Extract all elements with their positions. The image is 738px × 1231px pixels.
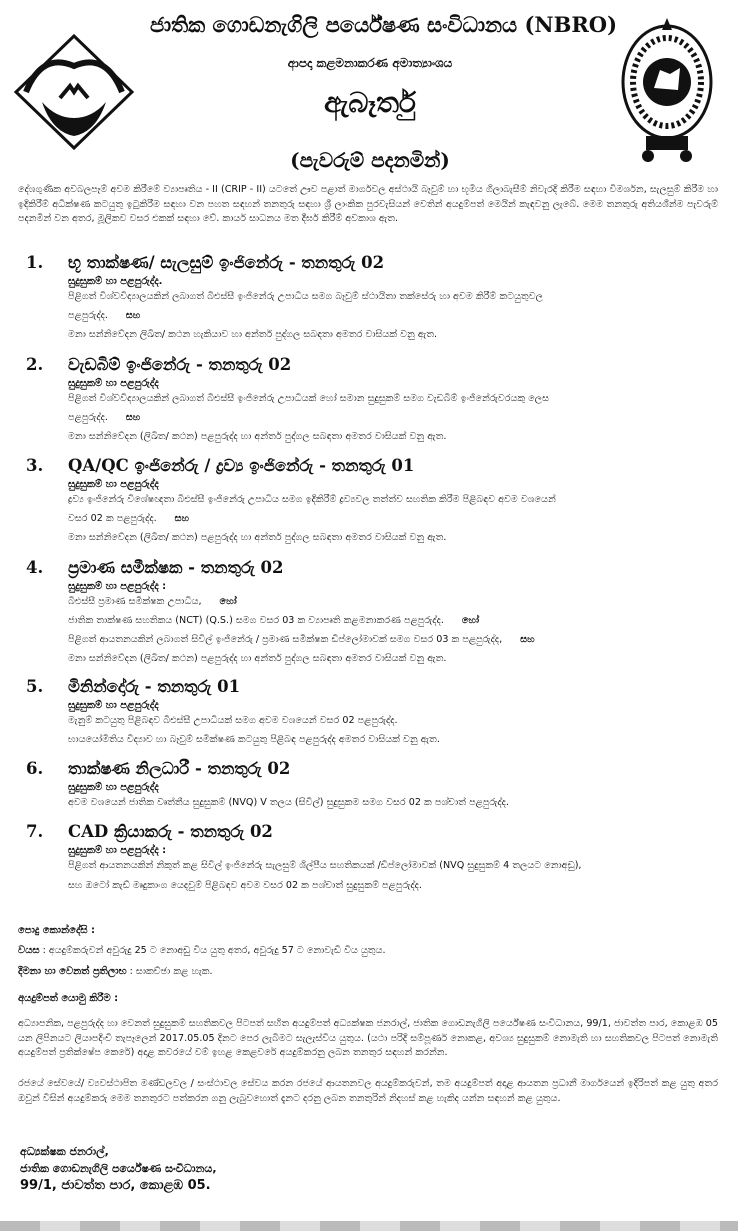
post-title: QA/QC ඉංජිනේරු / ද්‍රව්‍ය ඉංජිනේරු - තනතුරු 01: [68, 456, 415, 475]
org-title: ජාතික ගොඩනැගිලි පර්යේෂණ සංවිධානය (NBRO): [150, 12, 618, 37]
post-heading: [18, 677, 723, 697]
requirement-line: ද්‍රව්‍ය ඉංජිනේරු විශේෂඥතා බීඑස්සී ඉංජිනේරු උපාධිය සමග ඉදිකිරීම් ද්‍රව්‍යවල තත්ත්ව සහතික කිරීම පිළිබඳව අවම වශයෙන්: [68, 494, 556, 505]
application-paragraph: අධ්‍යාපනික, පළපුරුද්ද හා වෙනත් සුදුසුකම් සහතිකවල පිටපත් සහිත අයදුම්පත් අධ්‍යක්ෂක ජනරාල්, ජාතික ගොඩනැගිලි පර්යේෂණ සංවිධානය, 99/1, ජාවත්ත පාර, කොළඹ 05 යන ලිපිනයට ලියාපදිංචි තැපෑලෙන් 2017.05.05 දිනට පෙර ලැබීමට සැලැස්විය යුතුය. (යථා පරිදි සම්පූර්ණ නොකළ, අවශ්‍ය සුදුසුකම් නොමැති හා සහතිකවල පිටපත් නොමැති අයදුම්පත් ප්‍රතික්ෂේප කෙරේ) අදාළ කවරයේ වම් ඉහළ කෙළවරේ අයදුම්කරනු ලබන තනතුර සඳහන් කරන්න.: [18, 1018, 718, 1058]
connector-word: සහ: [174, 513, 190, 524]
requirements-heading: සුදුසුකම් හා පළපුරුද්ද: [68, 782, 159, 793]
requirements-heading: සුදුසුකම් හා පළපුරුද්ද :: [68, 581, 167, 592]
post-2: [18, 355, 723, 446]
requirement-line: මනා සන්නිවේදන (ලිඛිත/ කථන) පළපුරුද්ද හා අන්තර් පුද්ගල සබඳතා අමතර වාසියක් වනු ඇත.: [68, 431, 447, 442]
signatory-title: අධ්‍යක්ෂක ජනරාල්,: [20, 1145, 109, 1158]
post-title: වැඩබිම් ඉංජිනේරු - තනතුරු 02: [68, 355, 292, 374]
post-number: 4.: [26, 558, 44, 577]
requirement-line: මනා සන්නිවේදන ලිඛිත/ කථන හැකියාව හා අන්තර් පුද්ගල සබඳතා අමතර වාසියක් වනු ඇත.: [68, 329, 438, 340]
post-6: [18, 759, 723, 812]
connector-word: හෝ: [461, 615, 480, 626]
post-number: 2.: [26, 355, 44, 374]
requirements-heading: සුදුසුකම් හා පළපුරුද්ද.: [68, 276, 163, 287]
intro-paragraph: දේශගුණික අවබලපෑම් අවම කිරීමේ ව්‍යාපෘතිය - II (CRIP - II) යටතේ ඌව පළාත් මාර්ගවල අස්ථායි බෑවුම් හා භූමිය ගිලාබැසීම් නිවැරදි කිරීම සඳහා විමර්ශන, සැලසුම් කිරීම හා ඉදිකිරීම් අධීක්ෂණ කටයුතු ඉටුකිරීම සඳහා වන පහත සඳහන් තනතුරු සඳහා ශ්‍රී ලාංකික පුරවැසියන් වෙතින් අයදුම්පත් මෙයින් කැඳවනු ලැබේ. මෙම තනතුරු අතියශීන්ම පැවරුම් පදනමින් වන අතර, මූලිකව වසර එකක් සඳහා වේ. කාර්ය සාධනය මත දීර්ඝ කිරීම් අවකාශ ඇත.: [18, 184, 718, 224]
connector-word: සහ: [125, 412, 141, 423]
post-heading: [18, 822, 723, 842]
requirement-line: බීඑස්සී ප්‍රමාණ සමීක්ෂක උපාධිය, හෝ: [68, 596, 237, 607]
post-title: තාක්ෂණ නිලධාරී - තනතුරු 02: [68, 759, 291, 778]
requirement-line: භායයෝමිතිය විද්‍යාව හා බෑවුම් සමීක්ෂණ කටයුතු පිළිබඳ පළපුරුද්ද අමතර වාසියක් වනු ඇත.: [68, 734, 440, 745]
benefits-text: : සාකච්ඡා කළ හැක.: [129, 966, 213, 977]
requirement-line: මනා සන්නිවේදන (ලිඛිත/ කථන) පළපුරුද්ද හා අන්තර් පුද්ගල සබඳතා අමතර වාසියක් වනු ඇත.: [68, 653, 447, 664]
requirement-line: ජාතික තාක්ෂණ සහතිකය (NCT) (Q.S.) සමග වසර 03 ක ව්‍යාපෘති කළමනාකරණ පළපුරුද්ද. හෝ: [68, 615, 480, 626]
requirements-heading: සුදුසුකම් හා පළපුරුද්ද: [68, 378, 159, 389]
benefits-label: දීමනා හා වෙනත් ප්‍රතිලාභ: [18, 966, 127, 977]
signatory-address: 99/1, ජාවත්ත පාර, කොළඹ 05.: [20, 1178, 211, 1193]
post-4: [18, 558, 723, 668]
signature-block: [20, 1143, 217, 1194]
post-number: 7.: [26, 822, 44, 841]
general-conditions-heading: පොදු කොන්දේසි :: [18, 925, 96, 936]
requirement-line: පිළිගත් ආයතනයකින් ලබාගත් සිවිල් ඉංජිනේරු / ප්‍රමාණ සමීක්ෂක ඩිප්ලෝමාවක් සමග වසර 03 ක පළපුරුද්ද, සහ: [68, 634, 535, 645]
post-5: [18, 677, 723, 749]
page-subtitle: (පැවරුම් පදනමින්): [290, 148, 450, 172]
post-7: [18, 822, 723, 895]
ministry-name: ආපදා කළමනාකරණ අමාත්‍යාංශය: [287, 56, 453, 70]
sri-lanka-emblem: [618, 18, 716, 168]
post-1: [18, 253, 723, 344]
benefits-condition: [18, 966, 718, 977]
requirement-line: පිළිගත් විශ්වවිද්‍යාලයකින් ලබාගත් බීඑස්සී ඉංජිනේරු උපාධිය සමග බෑවුම් ස්ථායිතා තක්සේරු හා අවම කිරීම් කටයුතුවල: [68, 291, 543, 302]
requirements-heading: සුදුසුකම් හා පළපුරුද්ද: [68, 479, 159, 490]
post-heading: [18, 355, 723, 375]
requirement-line: පිළිගත් විශ්වවිද්‍යාලයකින් ලබාගත් බීඑස්සී ඉංජිනේරු උපාධියක් හෝ සමාන සුදුසුකම් සමග වැඩබිම් ඉංජිනේරුවරයකු ලෙස: [68, 393, 550, 404]
requirement-line: වසර 02 ක පළපුරුද්ද. සහ: [68, 513, 190, 524]
requirement-line: අවම වශයෙන් ජාතික වෘත්තීය සුදුසුකම් (NVQ) V තලය (සිවිල්) සුදුසුකම සමග වසර 02 ක පශ්චාත් පළපුරුද්ද.: [68, 797, 509, 808]
post-title: භූ තාක්ෂණ/ සැලසුම් ඉංජිනේරු - තනතුරු 02: [68, 253, 385, 272]
requirement-line: මැනුම් කටයුතු පිළිබඳව බීඑස්සී උපාධියක් සමග අවම වශයෙන් වසර 02 පළපුරුද්ද.: [68, 715, 398, 726]
post-number: 6.: [26, 759, 44, 778]
requirement-line: පළපුරුද්ද. සහ: [68, 310, 141, 321]
post-number: 1.: [26, 253, 44, 272]
requirements-heading: සුදුසුකම් හා පළපුරුද්ද :: [68, 845, 167, 856]
connector-word: සහ: [125, 310, 141, 321]
signatory-org: ජාතික ගොඩනැගිලි පර්යේෂණ සංවිධානය,: [20, 1162, 217, 1175]
age-label: වයස: [18, 945, 40, 956]
post-3: [18, 456, 723, 547]
bottom-border: [0, 1221, 738, 1231]
post-number: 5.: [26, 677, 44, 696]
post-title: CAD ක්‍රියාකරු - තනතුරු 02: [68, 822, 273, 841]
connector-word: සහ: [520, 634, 535, 645]
requirements-heading: සුදුසුකම් හා පළපුරුද්ද: [68, 700, 159, 711]
requirement-line: පළපුරුද්ද. සහ: [68, 412, 141, 423]
age-condition: [18, 945, 718, 956]
post-heading: [18, 759, 723, 779]
page-title: ඇබෑර්තු: [324, 86, 416, 119]
requirement-line: මනා සන්නිවේදන (ලිඛිත/ කථන) පළපුරුද්ද හා අන්තර් පුද්ගල සබඳතා අමතර වාසියක් වනු ඇත.: [68, 532, 447, 543]
requirement-line: සහ ඔටෝ කැඩ් මෘදුකාංග යෙදවුම් පිළිබඳව අවම වසර 02 ක පශ්චාත් සුදුසුකම් පළපුරුද්ද.: [68, 880, 422, 891]
age-text: : අයදුම්කරුවන් අවුරුදු 25 ට නොඅඩු විය යුතු අතර, අවුරුදු 57 ට නොවැඩි විය යුතුය.: [42, 945, 386, 956]
post-heading: [18, 253, 723, 273]
application-heading: අයදුම්පත් යොමු කිරීම :: [18, 993, 119, 1004]
post-heading: [18, 456, 723, 476]
post-title: ප්‍රමාණ සමීක්ෂක - තනතුරු 02: [68, 558, 284, 577]
post-number: 3.: [26, 456, 44, 475]
public-servants-paragraph: රජයේ සේවයේ/ ව්‍යවස්ථාපිත මණ්ඩලවල / සංස්ථාවල සේවය කරන රජයේ ආයතනවල අයදුම්කරුවන්, තම අයදුම්පත් අදාළ ආයතන ප්‍රධානී මාර්ගයෙන් ඉදිරිපත් කළ යුතු අතර ඔවුන් විසින් අයදුම්කරු මෙම තනතුරට පත්කරන ගනු ලැබුවහොත් දැනට දරනු ලබන තනතුරින් නිදහස් කළ හැකිද යන්න සඳහන් කළ යුතුය.: [18, 1078, 718, 1104]
connector-word: හෝ: [219, 596, 237, 607]
post-title: මිනින්දෝරු - තනතුරු 01: [68, 677, 241, 696]
post-heading: [18, 558, 723, 578]
nbro-logo: [12, 32, 136, 152]
requirement-line: පිළිගත් ආයතනයකින් නිකුත් කළ සිවිල් ඉංජිනේරු සැලසුම් ශිල්පීය සහතිකයක් /ඩිප්ලෝමාවක් (NVQ සුදුසුකම් 4 තලයට නොඅඩු),: [68, 860, 582, 871]
